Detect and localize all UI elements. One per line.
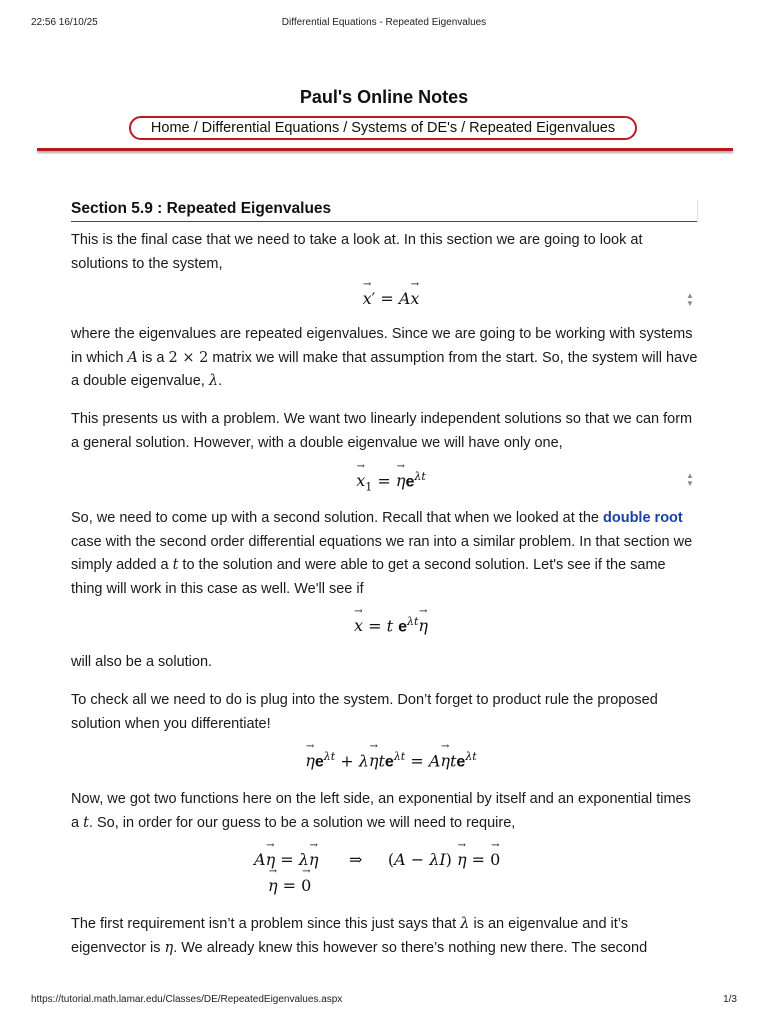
up-down-arrows-icon[interactable]: ▲ ▼ bbox=[686, 471, 694, 488]
print-footer bbox=[0, 994, 768, 1008]
paragraph-problem: This presents us with a problem. We want two linearly independent solutions so that we can form a general solution. However, with a double eigenvalue we will have only one, bbox=[71, 411, 693, 451]
equation-requirement-1: A→ η = λ→ η ⇒ (A − λI) → η = → 0 bbox=[254, 850, 554, 869]
paragraph-repeated-eigenvalues bbox=[71, 323, 701, 394]
math-lambda: λ bbox=[460, 916, 470, 932]
text-segment: to the solution and were able to get a second solution. Let's see if the same thing will work in this case as well. We'll see if bbox=[71, 557, 666, 597]
text-segment: where the eigenvalues are repeated eigenvalues. Since we are going to be working with systems in which bbox=[71, 326, 693, 366]
equation-system: → x′ = A→ x bbox=[71, 289, 711, 308]
math-t: t bbox=[172, 557, 179, 573]
text-segment: The first requirement isn’t a problem since this just says that bbox=[71, 916, 461, 932]
paragraph-two-functions bbox=[71, 788, 701, 835]
double-root-link[interactable]: double root bbox=[603, 510, 683, 526]
paragraph-also-solution: will also be a solution. bbox=[71, 654, 213, 670]
text-segment: . bbox=[218, 373, 223, 389]
text-segment: So, we need to come up with a second solution. Recall that when we looked at the bbox=[71, 510, 603, 526]
page-url: https://tutorial.math.lamar.edu/Classes/DE/RepeatedEigenvalues.aspx bbox=[31, 994, 343, 1005]
breadcrumb-home[interactable]: Home bbox=[150, 120, 190, 136]
text-segment: is a bbox=[137, 349, 169, 366]
breadcrumb bbox=[129, 116, 637, 140]
site-title[interactable]: Paul's Online Notes bbox=[299, 87, 469, 107]
math-lambda: λ bbox=[208, 373, 219, 389]
text-segment: . We already knew this however so there’s nothing new there. The second bbox=[173, 939, 648, 956]
equation-first-solution: → $x_1$ = → $\eta e^{\lambda t}$ bbox=[71, 470, 711, 494]
up-down-arrows-icon[interactable]: ▲ ▼ bbox=[686, 291, 694, 308]
text-segment: . So, in order for our guess to be a solution we will need to require, bbox=[88, 814, 516, 831]
breadcrumb-separator: / bbox=[343, 120, 348, 136]
section-edge bbox=[697, 200, 698, 222]
math-dimension: 2 × 2 bbox=[168, 349, 209, 366]
paragraph-first-requirement bbox=[71, 913, 701, 960]
breadcrumb-differential-equations[interactable]: Differential Equations bbox=[201, 120, 340, 136]
section-divider bbox=[71, 221, 698, 222]
breadcrumb-separator: / bbox=[193, 120, 198, 136]
equation-guess: → x = t $e^{\lambda t}\to \eta$ bbox=[71, 615, 711, 636]
math-t: t bbox=[83, 814, 89, 831]
text-segment: Now, we got two functions here on the left side, an exponential by itself and an exponential times a bbox=[71, 791, 691, 831]
equation-product-rule: → $\eta e^{\lambda t} + \lambda\to \eta te^{\lambda t} = A\to \eta te^{\lambda t}$ bbox=[71, 750, 711, 771]
header-divider bbox=[37, 148, 733, 151]
math-eta: η bbox=[164, 939, 174, 956]
print-document-title: Differential Equations - Repeated Eigenvalues bbox=[281, 17, 487, 28]
breadcrumb-systems-of-des[interactable]: Systems of DE's bbox=[351, 120, 458, 136]
breadcrumb-repeated-eigenvalues[interactable]: Repeated Eigenvalues bbox=[469, 120, 616, 136]
equation-requirement-2: → η = → 0 bbox=[268, 876, 468, 895]
text-segment: case with the second order differential equations we ran into a similar problem. In that section we simply added a bbox=[71, 533, 693, 573]
paragraph-second-solution bbox=[71, 507, 701, 601]
section-title: Section 5.9 : Repeated Eigenvalues bbox=[71, 200, 332, 217]
text-segment: matrix we will make that assumption from the start. So, the system will have a double eigenvalue, bbox=[71, 349, 698, 389]
print-timestamp: 22:56 16/10/25 bbox=[31, 17, 98, 28]
breadcrumb-separator: / bbox=[461, 120, 466, 136]
text-segment: is an eigenvalue and it’s eigenvector is bbox=[71, 916, 628, 956]
paragraph-intro: This is the final case that we need to take a look at. In this section we are going to look at solutions to the system, bbox=[71, 232, 643, 272]
math-matrix-a: A bbox=[127, 349, 138, 366]
page-number: 1/3 bbox=[723, 994, 737, 1005]
print-header bbox=[0, 17, 768, 31]
paragraph-check: To check all we need to do is plug into the system. Don’t forget to product rule the proposed solution when you differentiate! bbox=[71, 692, 658, 732]
